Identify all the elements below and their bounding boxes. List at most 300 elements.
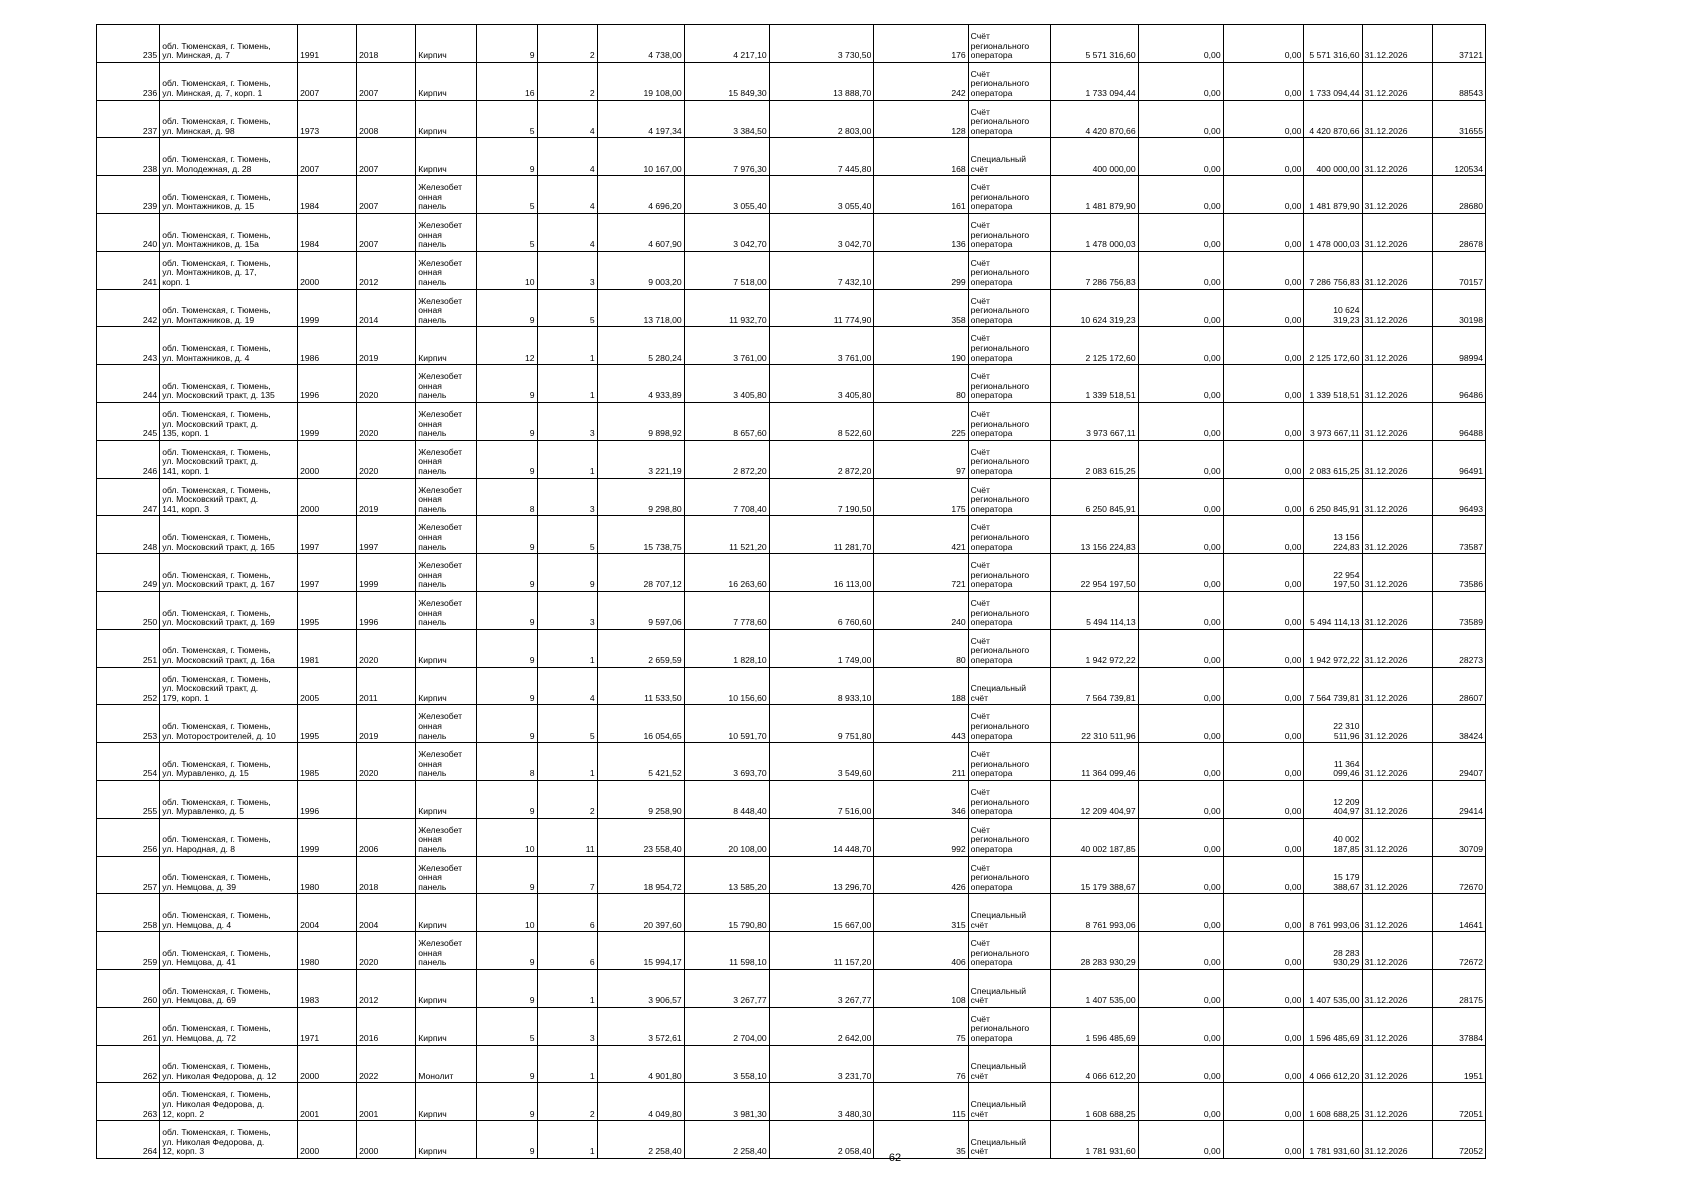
- regional-funds-cell: 0,00: [1223, 856, 1304, 894]
- total-area-cell: 4 933,89: [597, 365, 684, 403]
- address-cell: обл. Тюменская, г. Тюмень, ул. Московский тракт, д. 179, корп. 1: [160, 667, 298, 705]
- total-area-cell: 5 421,52: [597, 743, 684, 781]
- entrances-cell: 1: [537, 440, 597, 478]
- total-cost-cell: 8 761 993,06: [1050, 894, 1138, 932]
- residents-count-cell: 190: [874, 327, 968, 365]
- entrances-cell: 4: [537, 667, 597, 705]
- row-number-cell: 259: [97, 932, 160, 970]
- row-number-cell: 242: [97, 289, 160, 327]
- build-year-cell: 1984: [298, 213, 357, 251]
- house-code-cell: 96488: [1432, 402, 1485, 440]
- row-number-cell: 257: [97, 856, 160, 894]
- entrances-cell: 4: [537, 213, 597, 251]
- premises-area-cell: 20 108,00: [684, 818, 769, 856]
- premises-area-cell: 2 704,00: [684, 1007, 769, 1045]
- residential-area-cell: 15 667,00: [769, 894, 874, 932]
- table-row: [97, 176, 1486, 214]
- owner-funds-cell: 1 942 972,22: [1304, 629, 1362, 667]
- entrances-cell: 4: [537, 100, 597, 138]
- premises-area-cell: 11 598,10: [684, 932, 769, 970]
- regional-funds-cell: 0,00: [1223, 516, 1304, 554]
- address-cell: обл. Тюменская, г. Тюмень, ул. Муравленко, д. 5: [160, 780, 298, 818]
- premises-area-cell: 1 828,10: [684, 629, 769, 667]
- table-row: [97, 516, 1486, 554]
- total-cost-cell: 1 596 485,69: [1050, 1007, 1138, 1045]
- house-code-cell: 96486: [1432, 365, 1485, 403]
- premises-area-cell: 7 708,40: [684, 478, 769, 516]
- total-area-cell: 4 901,80: [597, 1045, 684, 1083]
- house-code-cell: 73587: [1432, 516, 1485, 554]
- federal-funds-cell: 0,00: [1138, 327, 1223, 365]
- build-year-cell: 1985: [298, 743, 357, 781]
- row-number-cell: 246: [97, 440, 160, 478]
- entrances-cell: 4: [537, 176, 597, 214]
- last-repair-year-cell: 2007: [357, 213, 416, 251]
- row-number-cell: 241: [97, 251, 160, 289]
- residential-area-cell: 13 888,70: [769, 62, 874, 100]
- owner-funds-cell: 40 002 187,85: [1304, 818, 1362, 856]
- owner-funds-cell: 4 420 870,66: [1304, 100, 1362, 138]
- regional-funds-cell: 0,00: [1223, 1121, 1304, 1159]
- address-cell: обл. Тюменская, г. Тюмень, ул. Монтажников, д. 15а: [160, 213, 298, 251]
- last-repair-year-cell: 2020: [357, 365, 416, 403]
- deadline-date-cell: 31.12.2026: [1362, 440, 1432, 478]
- address-cell: обл. Тюменская, г. Тюмень, ул. Николая Федорова, д. 12: [160, 1045, 298, 1083]
- deadline-date-cell: 31.12.2026: [1362, 667, 1432, 705]
- premises-area-cell: 3 761,00: [684, 327, 769, 365]
- wall-material-cell: Кирпич: [416, 25, 477, 63]
- owner-funds-cell: 28 283 930,29: [1304, 932, 1362, 970]
- build-year-cell: 1983: [298, 969, 357, 1007]
- address-cell: обл. Тюменская, г. Тюмень, ул. Народная, д. 8: [160, 818, 298, 856]
- residential-area-cell: 11 774,90: [769, 289, 874, 327]
- floors-cell: 8: [477, 743, 537, 781]
- regional-funds-cell: 0,00: [1223, 780, 1304, 818]
- house-code-cell: 73589: [1432, 591, 1485, 629]
- total-cost-cell: 15 179 388,67: [1050, 856, 1138, 894]
- residents-count-cell: 136: [874, 213, 968, 251]
- fund-account-cell: Счёт регионального оператора: [968, 554, 1050, 592]
- owner-funds-cell: 4 066 612,20: [1304, 1045, 1362, 1083]
- regional-funds-cell: 0,00: [1223, 1083, 1304, 1121]
- last-repair-year-cell: 2001: [357, 1083, 416, 1121]
- build-year-cell: 1971: [298, 1007, 357, 1045]
- total-area-cell: 3 906,57: [597, 969, 684, 1007]
- house-code-cell: 72051: [1432, 1083, 1485, 1121]
- owner-funds-cell: 1 481 879,90: [1304, 176, 1362, 214]
- wall-material-cell: Кирпич: [416, 1007, 477, 1045]
- regional-funds-cell: 0,00: [1223, 743, 1304, 781]
- table-row: [97, 251, 1486, 289]
- federal-funds-cell: 0,00: [1138, 62, 1223, 100]
- build-year-cell: 2000: [298, 440, 357, 478]
- owner-funds-cell: 1 407 535,00: [1304, 969, 1362, 1007]
- house-code-cell: 70157: [1432, 251, 1485, 289]
- last-repair-year-cell: 1996: [357, 591, 416, 629]
- floors-cell: 9: [477, 138, 537, 176]
- floors-cell: 9: [477, 402, 537, 440]
- premises-area-cell: 11 932,70: [684, 289, 769, 327]
- regional-funds-cell: 0,00: [1223, 100, 1304, 138]
- residents-count-cell: 128: [874, 100, 968, 138]
- regional-funds-cell: 0,00: [1223, 213, 1304, 251]
- table-row: [97, 478, 1486, 516]
- wall-material-cell: Железобет онная панель: [416, 591, 477, 629]
- row-number-cell: 244: [97, 365, 160, 403]
- deadline-date-cell: 31.12.2026: [1362, 25, 1432, 63]
- house-code-cell: 120534: [1432, 138, 1485, 176]
- entrances-cell: 11: [537, 818, 597, 856]
- total-area-cell: 5 280,24: [597, 327, 684, 365]
- wall-material-cell: Кирпич: [416, 667, 477, 705]
- owner-funds-cell: 3 973 667,11: [1304, 402, 1362, 440]
- premises-area-cell: 3 384,50: [684, 100, 769, 138]
- wall-material-cell: Кирпич: [416, 62, 477, 100]
- fund-account-cell: Счёт регионального оператора: [968, 365, 1050, 403]
- owner-funds-cell: 1 478 000,03: [1304, 213, 1362, 251]
- deadline-date-cell: 31.12.2026: [1362, 62, 1432, 100]
- regional-funds-cell: 0,00: [1223, 478, 1304, 516]
- residents-count-cell: 176: [874, 25, 968, 63]
- wall-material-cell: Кирпич: [416, 629, 477, 667]
- fund-account-cell: Счёт регионального оператора: [968, 743, 1050, 781]
- table-row: [97, 554, 1486, 592]
- federal-funds-cell: 0,00: [1138, 213, 1223, 251]
- total-area-cell: 3 572,61: [597, 1007, 684, 1045]
- deadline-date-cell: 31.12.2026: [1362, 365, 1432, 403]
- total-cost-cell: 1 478 000,03: [1050, 213, 1138, 251]
- total-area-cell: 2 659,59: [597, 629, 684, 667]
- row-number-cell: 256: [97, 818, 160, 856]
- residents-count-cell: 211: [874, 743, 968, 781]
- total-area-cell: 18 954,72: [597, 856, 684, 894]
- wall-material-cell: Кирпич: [416, 969, 477, 1007]
- total-cost-cell: 1 781 931,60: [1050, 1121, 1138, 1159]
- address-cell: обл. Тюменская, г. Тюмень, ул. Московский тракт, д. 169: [160, 591, 298, 629]
- house-code-cell: 38424: [1432, 705, 1485, 743]
- premises-area-cell: 3 055,40: [684, 176, 769, 214]
- address-cell: обл. Тюменская, г. Тюмень, ул. Московский тракт, д. 165: [160, 516, 298, 554]
- house-code-cell: 30198: [1432, 289, 1485, 327]
- total-area-cell: 11 533,50: [597, 667, 684, 705]
- residents-count-cell: 75: [874, 1007, 968, 1045]
- table-row: [97, 138, 1486, 176]
- total-area-cell: 23 558,40: [597, 818, 684, 856]
- last-repair-year-cell: 2014: [357, 289, 416, 327]
- residential-area-cell: 7 432,10: [769, 251, 874, 289]
- residential-area-cell: 7 190,50: [769, 478, 874, 516]
- wall-material-cell: Железобет онная панель: [416, 251, 477, 289]
- federal-funds-cell: 0,00: [1138, 818, 1223, 856]
- premises-area-cell: 15 849,30: [684, 62, 769, 100]
- owner-funds-cell: 1 596 485,69: [1304, 1007, 1362, 1045]
- residential-area-cell: 3 761,00: [769, 327, 874, 365]
- deadline-date-cell: 31.12.2026: [1362, 251, 1432, 289]
- build-year-cell: 1973: [298, 100, 357, 138]
- house-code-cell: 29414: [1432, 780, 1485, 818]
- address-cell: обл. Тюменская, г. Тюмень, ул. Монтажников, д. 19: [160, 289, 298, 327]
- fund-account-cell: Счёт регионального оператора: [968, 856, 1050, 894]
- fund-account-cell: Счёт регионального оператора: [968, 932, 1050, 970]
- deadline-date-cell: 31.12.2026: [1362, 969, 1432, 1007]
- entrances-cell: 2: [537, 25, 597, 63]
- build-year-cell: 1999: [298, 289, 357, 327]
- total-cost-cell: 1 733 094,44: [1050, 62, 1138, 100]
- table-row: [97, 780, 1486, 818]
- entrances-cell: 2: [537, 62, 597, 100]
- fund-account-cell: Счёт регионального оператора: [968, 440, 1050, 478]
- address-cell: обл. Тюменская, г. Тюмень, ул. Немцова, д. 4: [160, 894, 298, 932]
- house-code-cell: 1951: [1432, 1045, 1485, 1083]
- last-repair-year-cell: 1999: [357, 554, 416, 592]
- last-repair-year-cell: 1997: [357, 516, 416, 554]
- address-cell: обл. Тюменская, г. Тюмень, ул. Молодежная, д. 28: [160, 138, 298, 176]
- table-row: [97, 1083, 1486, 1121]
- wall-material-cell: Железобет онная панель: [416, 402, 477, 440]
- last-repair-year-cell: 2020: [357, 743, 416, 781]
- last-repair-year-cell: 2007: [357, 176, 416, 214]
- address-cell: обл. Тюменская, г. Тюмень, ул. Московский тракт, д. 16а: [160, 629, 298, 667]
- fund-account-cell: Счёт регионального оператора: [968, 516, 1050, 554]
- floors-cell: 10: [477, 251, 537, 289]
- last-repair-year-cell: 2019: [357, 478, 416, 516]
- residents-count-cell: 443: [874, 705, 968, 743]
- regional-funds-cell: 0,00: [1223, 1007, 1304, 1045]
- deadline-date-cell: 31.12.2026: [1362, 554, 1432, 592]
- total-cost-cell: 1 339 518,51: [1050, 365, 1138, 403]
- premises-area-cell: 11 521,20: [684, 516, 769, 554]
- last-repair-year-cell: 2011: [357, 667, 416, 705]
- residential-area-cell: 3 480,30: [769, 1083, 874, 1121]
- residents-count-cell: 115: [874, 1083, 968, 1121]
- deadline-date-cell: 31.12.2026: [1362, 213, 1432, 251]
- build-year-cell: 2004: [298, 894, 357, 932]
- wall-material-cell: Кирпич: [416, 894, 477, 932]
- total-cost-cell: 4 066 612,20: [1050, 1045, 1138, 1083]
- wall-material-cell: Железобет онная панель: [416, 554, 477, 592]
- residents-count-cell: 240: [874, 591, 968, 629]
- residential-area-cell: 9 751,80: [769, 705, 874, 743]
- table-body: [97, 25, 1486, 1159]
- regional-funds-cell: 0,00: [1223, 629, 1304, 667]
- wall-material-cell: Кирпич: [416, 327, 477, 365]
- residential-area-cell: 2 058,40: [769, 1121, 874, 1159]
- entrances-cell: 9: [537, 554, 597, 592]
- build-year-cell: 2001: [298, 1083, 357, 1121]
- residents-count-cell: 299: [874, 251, 968, 289]
- house-code-cell: 28678: [1432, 213, 1485, 251]
- residents-count-cell: 242: [874, 62, 968, 100]
- row-number-cell: 261: [97, 1007, 160, 1045]
- build-year-cell: 1981: [298, 629, 357, 667]
- premises-area-cell: 7 518,00: [684, 251, 769, 289]
- wall-material-cell: Железобет онная панель: [416, 743, 477, 781]
- house-code-cell: 29407: [1432, 743, 1485, 781]
- address-cell: обл. Тюменская, г. Тюмень, ул. Муравленко, д. 15: [160, 743, 298, 781]
- regional-funds-cell: 0,00: [1223, 327, 1304, 365]
- build-year-cell: 1995: [298, 591, 357, 629]
- house-code-cell: 37121: [1432, 25, 1485, 63]
- regional-funds-cell: 0,00: [1223, 818, 1304, 856]
- regional-funds-cell: 0,00: [1223, 138, 1304, 176]
- fund-account-cell: Счёт регионального оператора: [968, 289, 1050, 327]
- total-cost-cell: 13 156 224,83: [1050, 516, 1138, 554]
- fund-account-cell: Счёт регионального оператора: [968, 100, 1050, 138]
- deadline-date-cell: 31.12.2026: [1362, 478, 1432, 516]
- floors-cell: 9: [477, 856, 537, 894]
- total-cost-cell: 5 571 316,60: [1050, 25, 1138, 63]
- entrances-cell: 1: [537, 969, 597, 1007]
- total-cost-cell: 1 608 688,25: [1050, 1083, 1138, 1121]
- entrances-cell: 1: [537, 1045, 597, 1083]
- owner-funds-cell: 22 310 511,96: [1304, 705, 1362, 743]
- federal-funds-cell: 0,00: [1138, 138, 1223, 176]
- fund-account-cell: Счёт регионального оператора: [968, 705, 1050, 743]
- fund-account-cell: Счёт регионального оператора: [968, 327, 1050, 365]
- row-number-cell: 240: [97, 213, 160, 251]
- owner-funds-cell: 13 156 224,83: [1304, 516, 1362, 554]
- floors-cell: 9: [477, 629, 537, 667]
- total-area-cell: 4 049,80: [597, 1083, 684, 1121]
- total-cost-cell: 7 564 739,81: [1050, 667, 1138, 705]
- entrances-cell: 1: [537, 629, 597, 667]
- residents-count-cell: 406: [874, 932, 968, 970]
- total-area-cell: 3 221,19: [597, 440, 684, 478]
- federal-funds-cell: 0,00: [1138, 743, 1223, 781]
- table-row: [97, 289, 1486, 327]
- total-cost-cell: 1 481 879,90: [1050, 176, 1138, 214]
- federal-funds-cell: 0,00: [1138, 440, 1223, 478]
- table-row: [97, 365, 1486, 403]
- house-code-cell: 37884: [1432, 1007, 1485, 1045]
- premises-area-cell: 3 693,70: [684, 743, 769, 781]
- premises-area-cell: 7 778,60: [684, 591, 769, 629]
- row-number-cell: 243: [97, 327, 160, 365]
- build-year-cell: 1996: [298, 780, 357, 818]
- table-row: [97, 932, 1486, 970]
- floors-cell: 9: [477, 1083, 537, 1121]
- table-row: [97, 213, 1486, 251]
- table-row: [97, 818, 1486, 856]
- house-code-cell: 31655: [1432, 100, 1485, 138]
- regional-funds-cell: 0,00: [1223, 894, 1304, 932]
- deadline-date-cell: 31.12.2026: [1362, 516, 1432, 554]
- floors-cell: 9: [477, 554, 537, 592]
- deadline-date-cell: 31.12.2026: [1362, 591, 1432, 629]
- residents-count-cell: 358: [874, 289, 968, 327]
- build-year-cell: 2000: [298, 478, 357, 516]
- fund-account-cell: Счёт регионального оператора: [968, 402, 1050, 440]
- address-cell: обл. Тюменская, г. Тюмень, ул. Монтажников, д. 15: [160, 176, 298, 214]
- build-year-cell: 1999: [298, 402, 357, 440]
- residential-area-cell: 3 231,70: [769, 1045, 874, 1083]
- premises-area-cell: 13 585,20: [684, 856, 769, 894]
- entrances-cell: 5: [537, 289, 597, 327]
- total-area-cell: 2 258,40: [597, 1121, 684, 1159]
- house-code-cell: 72670: [1432, 856, 1485, 894]
- build-year-cell: 1997: [298, 516, 357, 554]
- owner-funds-cell: 11 364 099,46: [1304, 743, 1362, 781]
- federal-funds-cell: 0,00: [1138, 894, 1223, 932]
- residential-area-cell: 3 267,77: [769, 969, 874, 1007]
- floors-cell: 5: [477, 100, 537, 138]
- deadline-date-cell: 31.12.2026: [1362, 1045, 1432, 1083]
- total-area-cell: 9 597,06: [597, 591, 684, 629]
- owner-funds-cell: 1 733 094,44: [1304, 62, 1362, 100]
- table-row: [97, 894, 1486, 932]
- total-area-cell: 9 298,80: [597, 478, 684, 516]
- total-area-cell: 19 108,00: [597, 62, 684, 100]
- address-cell: обл. Тюменская, г. Тюмень, ул. Николая Федорова, д. 12, корп. 3: [160, 1121, 298, 1159]
- deadline-date-cell: 31.12.2026: [1362, 327, 1432, 365]
- fund-account-cell: Счёт регионального оператора: [968, 591, 1050, 629]
- regional-funds-cell: 0,00: [1223, 440, 1304, 478]
- row-number-cell: 258: [97, 894, 160, 932]
- federal-funds-cell: 0,00: [1138, 1007, 1223, 1045]
- regional-funds-cell: 0,00: [1223, 554, 1304, 592]
- regional-funds-cell: 0,00: [1223, 969, 1304, 1007]
- last-repair-year-cell: 2006: [357, 818, 416, 856]
- residents-count-cell: 80: [874, 365, 968, 403]
- total-area-cell: 9 258,90: [597, 780, 684, 818]
- residential-area-cell: 3 730,50: [769, 25, 874, 63]
- federal-funds-cell: 0,00: [1138, 1083, 1223, 1121]
- owner-funds-cell: 5 494 114,13: [1304, 591, 1362, 629]
- total-area-cell: 9 898,92: [597, 402, 684, 440]
- deadline-date-cell: 31.12.2026: [1362, 289, 1432, 327]
- fund-account-cell: Счёт регионального оператора: [968, 213, 1050, 251]
- row-number-cell: 253: [97, 705, 160, 743]
- address-cell: обл. Тюменская, г. Тюмень, ул. Московский тракт, д. 135, корп. 1: [160, 402, 298, 440]
- fund-account-cell: Счёт регионального оператора: [968, 1007, 1050, 1045]
- floors-cell: 9: [477, 516, 537, 554]
- deadline-date-cell: 31.12.2026: [1362, 894, 1432, 932]
- entrances-cell: 2: [537, 780, 597, 818]
- owner-funds-cell: 400 000,00: [1304, 138, 1362, 176]
- premises-area-cell: 15 790,80: [684, 894, 769, 932]
- entrances-cell: 3: [537, 251, 597, 289]
- floors-cell: 9: [477, 289, 537, 327]
- wall-material-cell: Железобет онная панель: [416, 365, 477, 403]
- owner-funds-cell: 2 125 172,60: [1304, 327, 1362, 365]
- fund-account-cell: Специальный счёт: [968, 667, 1050, 705]
- total-area-cell: 20 397,60: [597, 894, 684, 932]
- floors-cell: 10: [477, 894, 537, 932]
- row-number-cell: 249: [97, 554, 160, 592]
- premises-area-cell: 2 872,20: [684, 440, 769, 478]
- address-cell: обл. Тюменская, г. Тюмень, ул. Московский тракт, д. 135: [160, 365, 298, 403]
- table-row: [97, 1045, 1486, 1083]
- residential-area-cell: 2 803,00: [769, 100, 874, 138]
- total-area-cell: 4 197,34: [597, 100, 684, 138]
- fund-account-cell: Специальный счёт: [968, 1083, 1050, 1121]
- build-year-cell: 1991: [298, 25, 357, 63]
- owner-funds-cell: 1 339 518,51: [1304, 365, 1362, 403]
- residents-count-cell: 421: [874, 516, 968, 554]
- premises-area-cell: 3 042,70: [684, 213, 769, 251]
- residents-count-cell: 76: [874, 1045, 968, 1083]
- total-area-cell: 15 994,17: [597, 932, 684, 970]
- federal-funds-cell: 0,00: [1138, 1045, 1223, 1083]
- residential-area-cell: 13 296,70: [769, 856, 874, 894]
- build-year-cell: 2000: [298, 251, 357, 289]
- wall-material-cell: Кирпич: [416, 100, 477, 138]
- total-area-cell: 4 696,20: [597, 176, 684, 214]
- total-area-cell: 28 707,12: [597, 554, 684, 592]
- wall-material-cell: Кирпич: [416, 138, 477, 176]
- row-number-cell: 260: [97, 969, 160, 1007]
- total-cost-cell: 28 283 930,29: [1050, 932, 1138, 970]
